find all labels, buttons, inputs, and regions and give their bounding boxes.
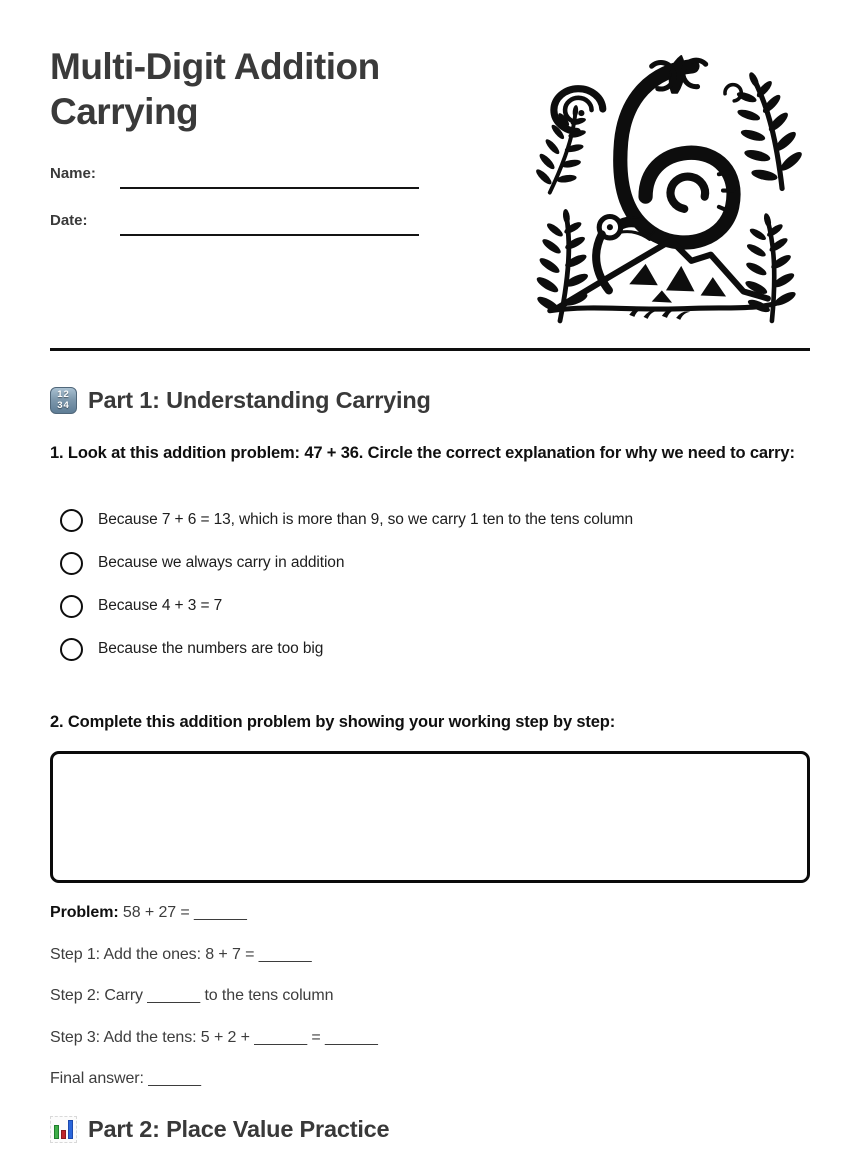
problem-line: [50, 904, 247, 922]
step-2: Step 2: Carry ______ to the tens column: [50, 987, 334, 1004]
step-3: Step 3: Add the tens: 5 + 2 + ______ = ______: [50, 1029, 378, 1046]
part2-heading: [50, 1116, 389, 1143]
option-label: Because 7 + 6 = 13, which is more than 9, so we carry 1 ten to the tens column: [98, 511, 633, 528]
part1-heading: [50, 387, 431, 414]
name-input-line[interactable]: [120, 187, 419, 189]
date-input-line[interactable]: [120, 234, 419, 236]
page-title: Multi-Digit Addition Carrying: [50, 46, 380, 133]
maori-illustration: [531, 54, 807, 324]
option-row: [60, 508, 633, 532]
step-1: Step 1: Add the ones: 8 + 7 = ______: [50, 946, 312, 963]
working-area-box[interactable]: [50, 751, 810, 883]
radio-button-option-3[interactable]: [60, 595, 83, 618]
question-1-options: [60, 508, 633, 680]
bar-blue: [68, 1120, 73, 1139]
name-label: Name:: [50, 165, 96, 182]
question-2: 2. Complete this addition problem by showing your working step by step:: [50, 713, 616, 731]
part1-title: Part 1: Understanding Carrying: [88, 387, 431, 413]
problem-value: 58 + 27 = ______: [122, 904, 247, 921]
radio-button-option-1[interactable]: [60, 509, 83, 532]
part2-title: Part 2: Place Value Practice: [88, 1116, 390, 1142]
final-answer: Final answer: ______: [50, 1070, 201, 1087]
option-label: Because we always carry in addition: [98, 554, 345, 571]
question-1: 1. Look at this addition problem: 47 + 36. Circle the correct explanation for why we need to carry:: [50, 444, 795, 462]
option-row: [60, 594, 633, 618]
bar-chart-icon: [50, 1116, 77, 1143]
bar-red: [61, 1130, 66, 1139]
date-label: Date:: [50, 212, 88, 229]
option-label: Because the numbers are too big: [98, 640, 324, 657]
bar-green: [54, 1125, 59, 1139]
radio-button-option-2[interactable]: [60, 552, 83, 575]
option-row: [60, 551, 633, 575]
option-row: [60, 637, 633, 661]
section-divider: [50, 348, 810, 351]
radio-button-option-4[interactable]: [60, 638, 83, 661]
input-numbers-icon: 12 34: [50, 387, 77, 414]
problem-label: Problem:: [50, 904, 119, 921]
option-label: Because 4 + 3 = 7: [98, 597, 223, 614]
